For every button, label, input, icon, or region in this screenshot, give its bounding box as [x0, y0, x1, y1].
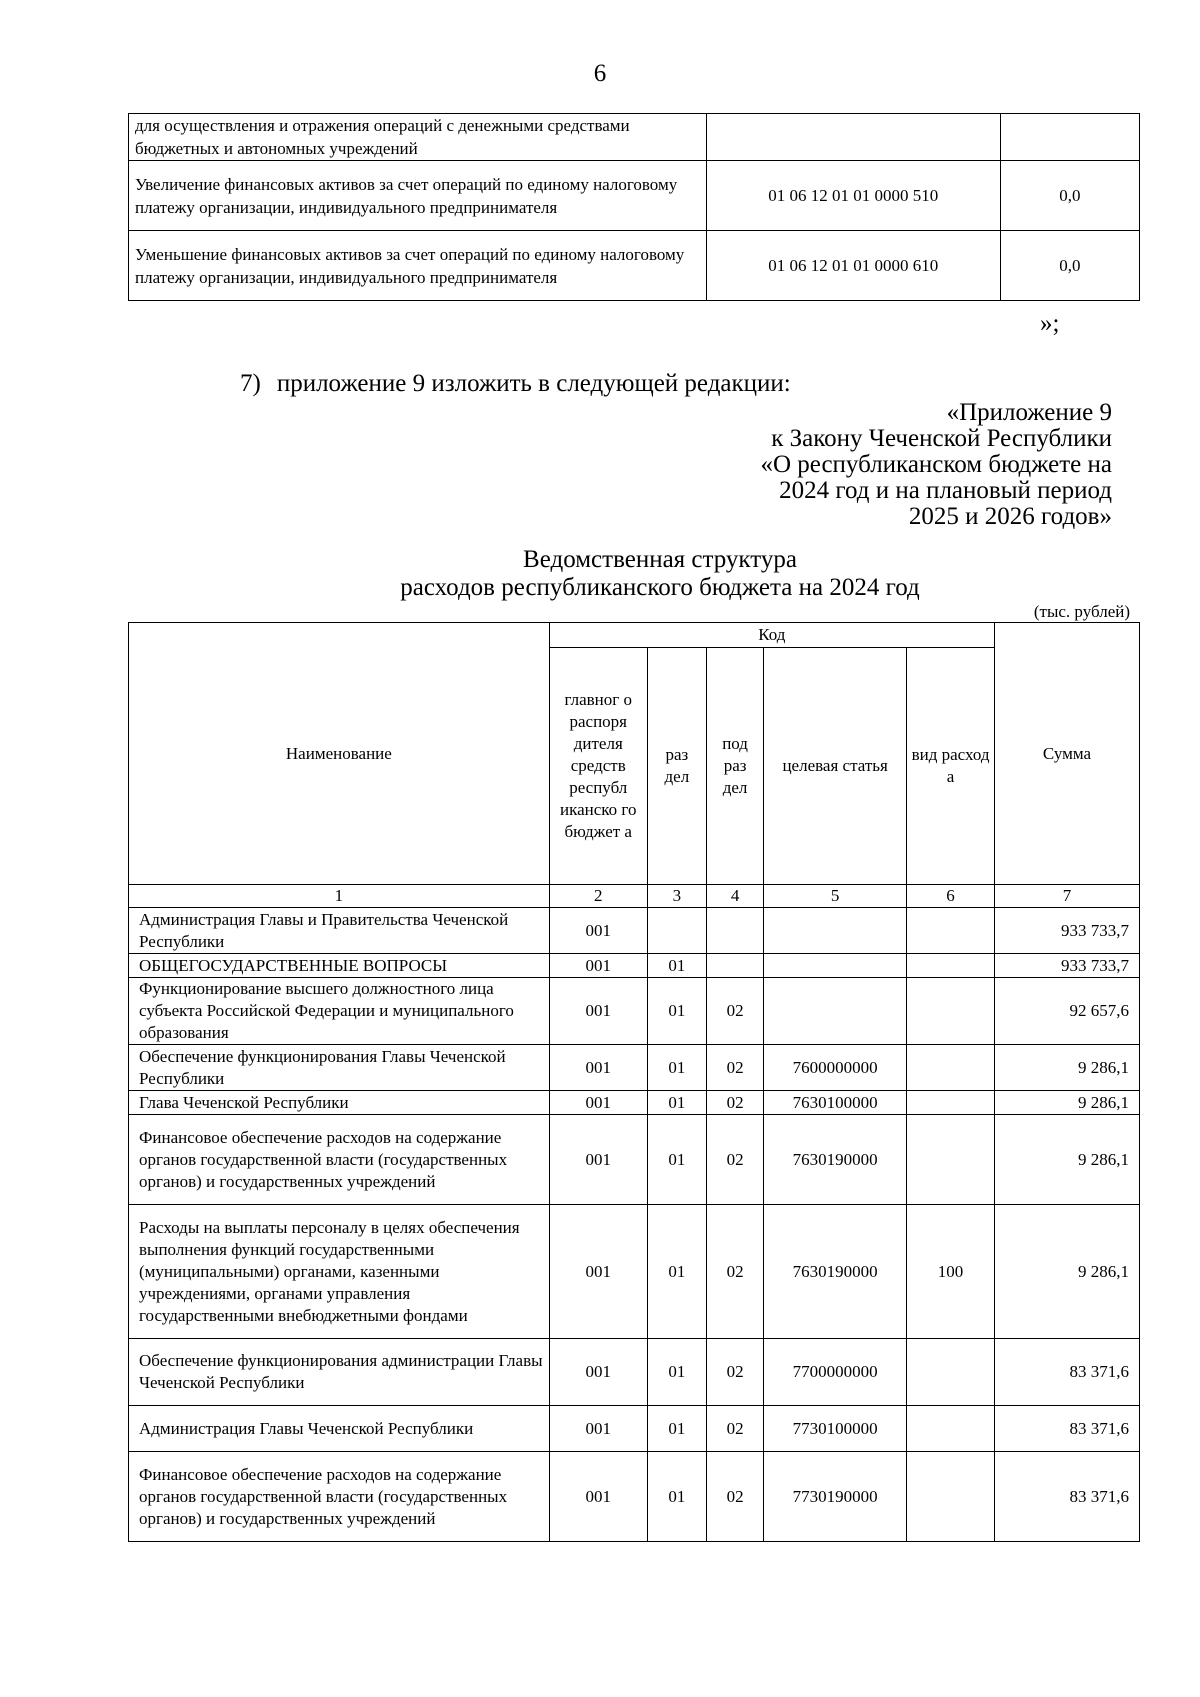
header-podrazdel: под раз дел [706, 648, 763, 885]
row-celevaya [764, 978, 907, 1045]
row-celevaya: 7730190000 [764, 1452, 907, 1542]
table-row [129, 1205, 1140, 1339]
row-name: Финансовое обеспечение расходов на содержание органов государственной власти (государственных органов) и государственных учреждений [129, 1115, 550, 1205]
col-number: 7 [994, 885, 1139, 908]
row-vid [907, 954, 995, 978]
table-title [320, 546, 1000, 602]
row-sum: 92 657,6 [994, 978, 1139, 1045]
row-glav: 001 [549, 1115, 647, 1205]
col-number: 5 [764, 885, 907, 908]
row-vid: 100 [907, 1205, 995, 1339]
row-celevaya [764, 954, 907, 978]
col-number: 1 [129, 885, 550, 908]
row-sum: 933 733,7 [994, 954, 1139, 978]
table-row [129, 231, 1140, 301]
appendix-line: 2024 год и на плановый период [779, 477, 1112, 504]
row-glav: 001 [549, 1406, 647, 1452]
row-podrazdel [706, 908, 763, 954]
row-celevaya: 7700000000 [764, 1339, 907, 1406]
row-podrazdel: 02 [706, 1339, 763, 1406]
row-podrazdel [706, 954, 763, 978]
header-vid: вид расход а [907, 648, 995, 885]
row-glav: 001 [549, 978, 647, 1045]
appendix-line: «Приложение 9 [946, 399, 1112, 426]
row-glav: 001 [549, 1045, 647, 1091]
row-sum: 9 286,1 [994, 1205, 1139, 1339]
row-vid [907, 978, 995, 1045]
item-heading [240, 370, 791, 398]
row-celevaya: 7730100000 [764, 1406, 907, 1452]
row-amount: 0,0 [1000, 161, 1139, 231]
row-razdel: 01 [647, 978, 706, 1045]
row-podrazdel: 02 [706, 1045, 763, 1091]
table-row [129, 161, 1140, 231]
row-razdel [647, 908, 706, 954]
table-row [129, 908, 1140, 954]
header-celevaya: целевая статья [764, 648, 907, 885]
row-sum: 9 286,1 [994, 1045, 1139, 1091]
row-celevaya: 7630190000 [764, 1205, 907, 1339]
row-vid [907, 1452, 995, 1542]
row-name: Глава Чеченской Республики [129, 1091, 550, 1115]
col-number: 6 [907, 885, 995, 908]
item-text: приложение 9 изложить в следующей редакции: [276, 370, 791, 397]
table-row [129, 1045, 1140, 1091]
col-number: 2 [549, 885, 647, 908]
appendix-header [552, 400, 1112, 530]
row-code: 01 06 12 01 01 0000 610 [706, 231, 1000, 301]
row-vid [907, 1045, 995, 1091]
row-sum: 83 371,6 [994, 1452, 1139, 1542]
table-row [129, 1339, 1140, 1406]
expenditure-table [128, 622, 1140, 1542]
row-razdel: 01 [647, 1115, 706, 1205]
row-glav: 001 [549, 1091, 647, 1115]
row-name: Функционирование высшего должностного лица субъекта Российской Федерации и муниципального образования [129, 978, 550, 1045]
row-glav: 001 [549, 1339, 647, 1406]
row-sum: 933 733,7 [994, 908, 1139, 954]
row-razdel: 01 [647, 1205, 706, 1339]
row-celevaya: 7600000000 [764, 1045, 907, 1091]
row-celevaya: 7630190000 [764, 1115, 907, 1205]
row-podrazdel: 02 [706, 1091, 763, 1115]
row-sum: 83 371,6 [994, 1406, 1139, 1452]
row-razdel: 01 [647, 1452, 706, 1542]
row-razdel: 01 [647, 1339, 706, 1406]
row-razdel: 01 [647, 954, 706, 978]
header-kod: Код [549, 623, 994, 648]
row-name: Администрация Главы и Правительства Чеченской Республики [129, 908, 550, 954]
row-glav: 001 [549, 1205, 647, 1339]
row-glav: 001 [549, 954, 647, 978]
row-name: Расходы на выплаты персоналу в целях обеспечения выполнения функций государственными (муниципальными) органами, казенными учреждениями, органами управления государственными внебюджетными фондами [129, 1205, 550, 1339]
row-podrazdel: 02 [706, 1406, 763, 1452]
row-podrazdel: 02 [706, 1115, 763, 1205]
item-number: 7) [240, 370, 261, 397]
row-name: Обеспечение функционирования Главы Чеченской Республики [129, 1045, 550, 1091]
row-code: 01 06 12 01 01 0000 510 [706, 161, 1000, 231]
units-label: (тыс. рублей) [1033, 602, 1130, 621]
col-number: 3 [647, 885, 706, 908]
table-row [129, 1091, 1140, 1115]
row-sum: 9 286,1 [994, 1115, 1139, 1205]
table-row [129, 1452, 1140, 1542]
continuation-table [128, 113, 1140, 301]
row-podrazdel: 02 [706, 978, 763, 1045]
row-celevaya: 7630100000 [764, 1091, 907, 1115]
row-vid [907, 1339, 995, 1406]
table-row [129, 1115, 1140, 1205]
title-line: Ведомственная структура [523, 546, 797, 573]
row-sum: 9 286,1 [994, 1091, 1139, 1115]
row-razdel: 01 [647, 1091, 706, 1115]
row-podrazdel: 02 [706, 1205, 763, 1339]
row-glav: 001 [549, 908, 647, 954]
column-number-row [129, 885, 1140, 908]
row-glav: 001 [549, 1452, 647, 1542]
row-sum: 83 371,6 [994, 1339, 1139, 1406]
table-row [129, 954, 1140, 978]
appendix-line: 2025 и 2026 годов» [908, 503, 1112, 530]
row-vid [907, 1091, 995, 1115]
closing-quote: »; [1040, 310, 1060, 337]
row-name: ОБЩЕГОСУДАРСТВЕННЫЕ ВОПРОСЫ [129, 954, 550, 978]
row-name: Уменьшение финансовых активов за счет операций по единому налоговому платежу организации, индивидуального предпринимателя [129, 231, 707, 301]
page-number: 6 [593, 60, 607, 87]
table-row [129, 978, 1140, 1045]
title-line: расходов республиканского бюджета на 2024 год [400, 574, 920, 601]
header-summa: Сумма [994, 623, 1139, 885]
table-row [129, 1406, 1140, 1452]
row-vid [907, 1115, 995, 1205]
appendix-line: «О республиканском бюджете на [760, 451, 1112, 478]
row-razdel: 01 [647, 1406, 706, 1452]
row-amount [1000, 114, 1139, 161]
table-row [129, 114, 1140, 161]
header-glav: главног о распоря дителя средств республ иканско го бюджет а [549, 648, 647, 885]
header-name: Наименование [129, 623, 550, 885]
row-name: Обеспечение функционирования администрации Главы Чеченской Республики [129, 1339, 550, 1406]
row-code [706, 114, 1000, 161]
appendix-line: к Закону Чеченской Республики [771, 425, 1112, 452]
row-name: Администрация Главы Чеченской Республики [129, 1406, 550, 1452]
row-vid [907, 908, 995, 954]
col-number: 4 [706, 885, 763, 908]
row-celevaya [764, 908, 907, 954]
row-podrazdel: 02 [706, 1452, 763, 1542]
row-razdel: 01 [647, 1045, 706, 1091]
row-name: Финансовое обеспечение расходов на содержание органов государственной власти (государственных органов) и государственных учреждений [129, 1452, 550, 1542]
row-amount: 0,0 [1000, 231, 1139, 301]
header-row [129, 623, 1140, 648]
row-vid [907, 1406, 995, 1452]
row-name: для осуществления и отражения операций с денежными средствами бюджетных и автономных учреждений [129, 114, 707, 161]
row-name: Увеличение финансовых активов за счет операций по единому налоговому платежу организации, индивидуального предпринимателя [129, 161, 707, 231]
header-razdel: раз дел [647, 648, 706, 885]
